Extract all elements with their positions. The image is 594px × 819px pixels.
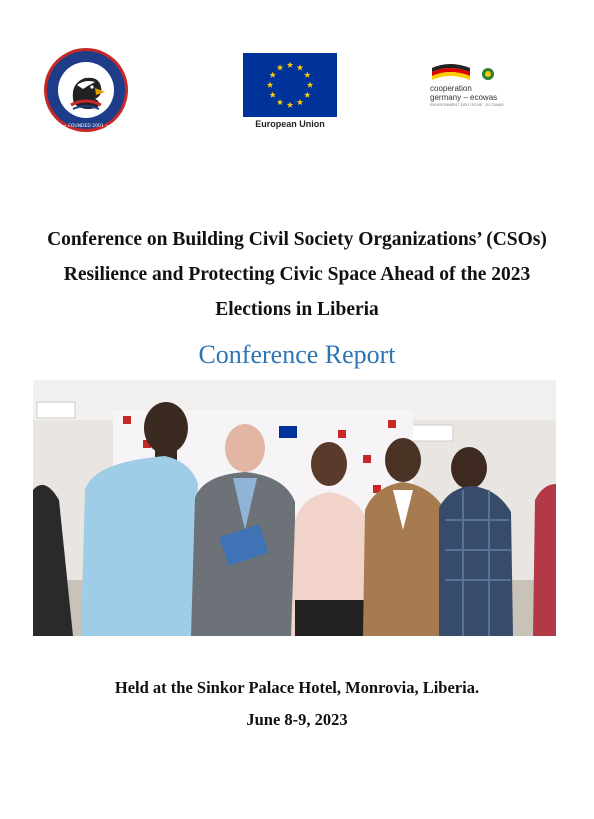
eu-flag-icon	[243, 53, 337, 117]
giz-text	[430, 84, 510, 107]
title-line-3: Elections in Liberia	[215, 299, 379, 320]
naym-logo	[43, 47, 129, 133]
eu-caption: European Union	[255, 119, 325, 129]
dates-text: June 8-9, 2023	[246, 710, 348, 729]
giz-line3: ENVIRONMENT DEUTSCHE - ECOWAS	[430, 102, 504, 107]
group-photo-image	[33, 380, 556, 636]
eu-logo	[243, 53, 337, 131]
giz-line1: cooperation	[430, 84, 472, 93]
naym-founded-text: ~ FOUNDED 2001 ~	[63, 124, 109, 129]
title-line-1: Conference on Building Civil Society Organizations’ (CSOs)	[47, 229, 547, 250]
report-title	[20, 222, 574, 327]
eagle-seal-icon	[43, 47, 129, 133]
cooperation-germany-ecowas-logo	[430, 60, 510, 108]
giz-line2: germany – ecowas	[430, 93, 498, 102]
title-line-2: Resilience and Protecting Civic Space Ahead of the 2023	[63, 264, 531, 285]
german-flag-wave-icon	[430, 60, 510, 84]
group-photo	[33, 380, 556, 636]
event-details	[0, 676, 594, 732]
venue-text: Held at the Sinkor Palace Hotel, Monrovia, Liberia.	[114, 678, 480, 697]
report-subtitle: Conference Report	[198, 340, 396, 369]
